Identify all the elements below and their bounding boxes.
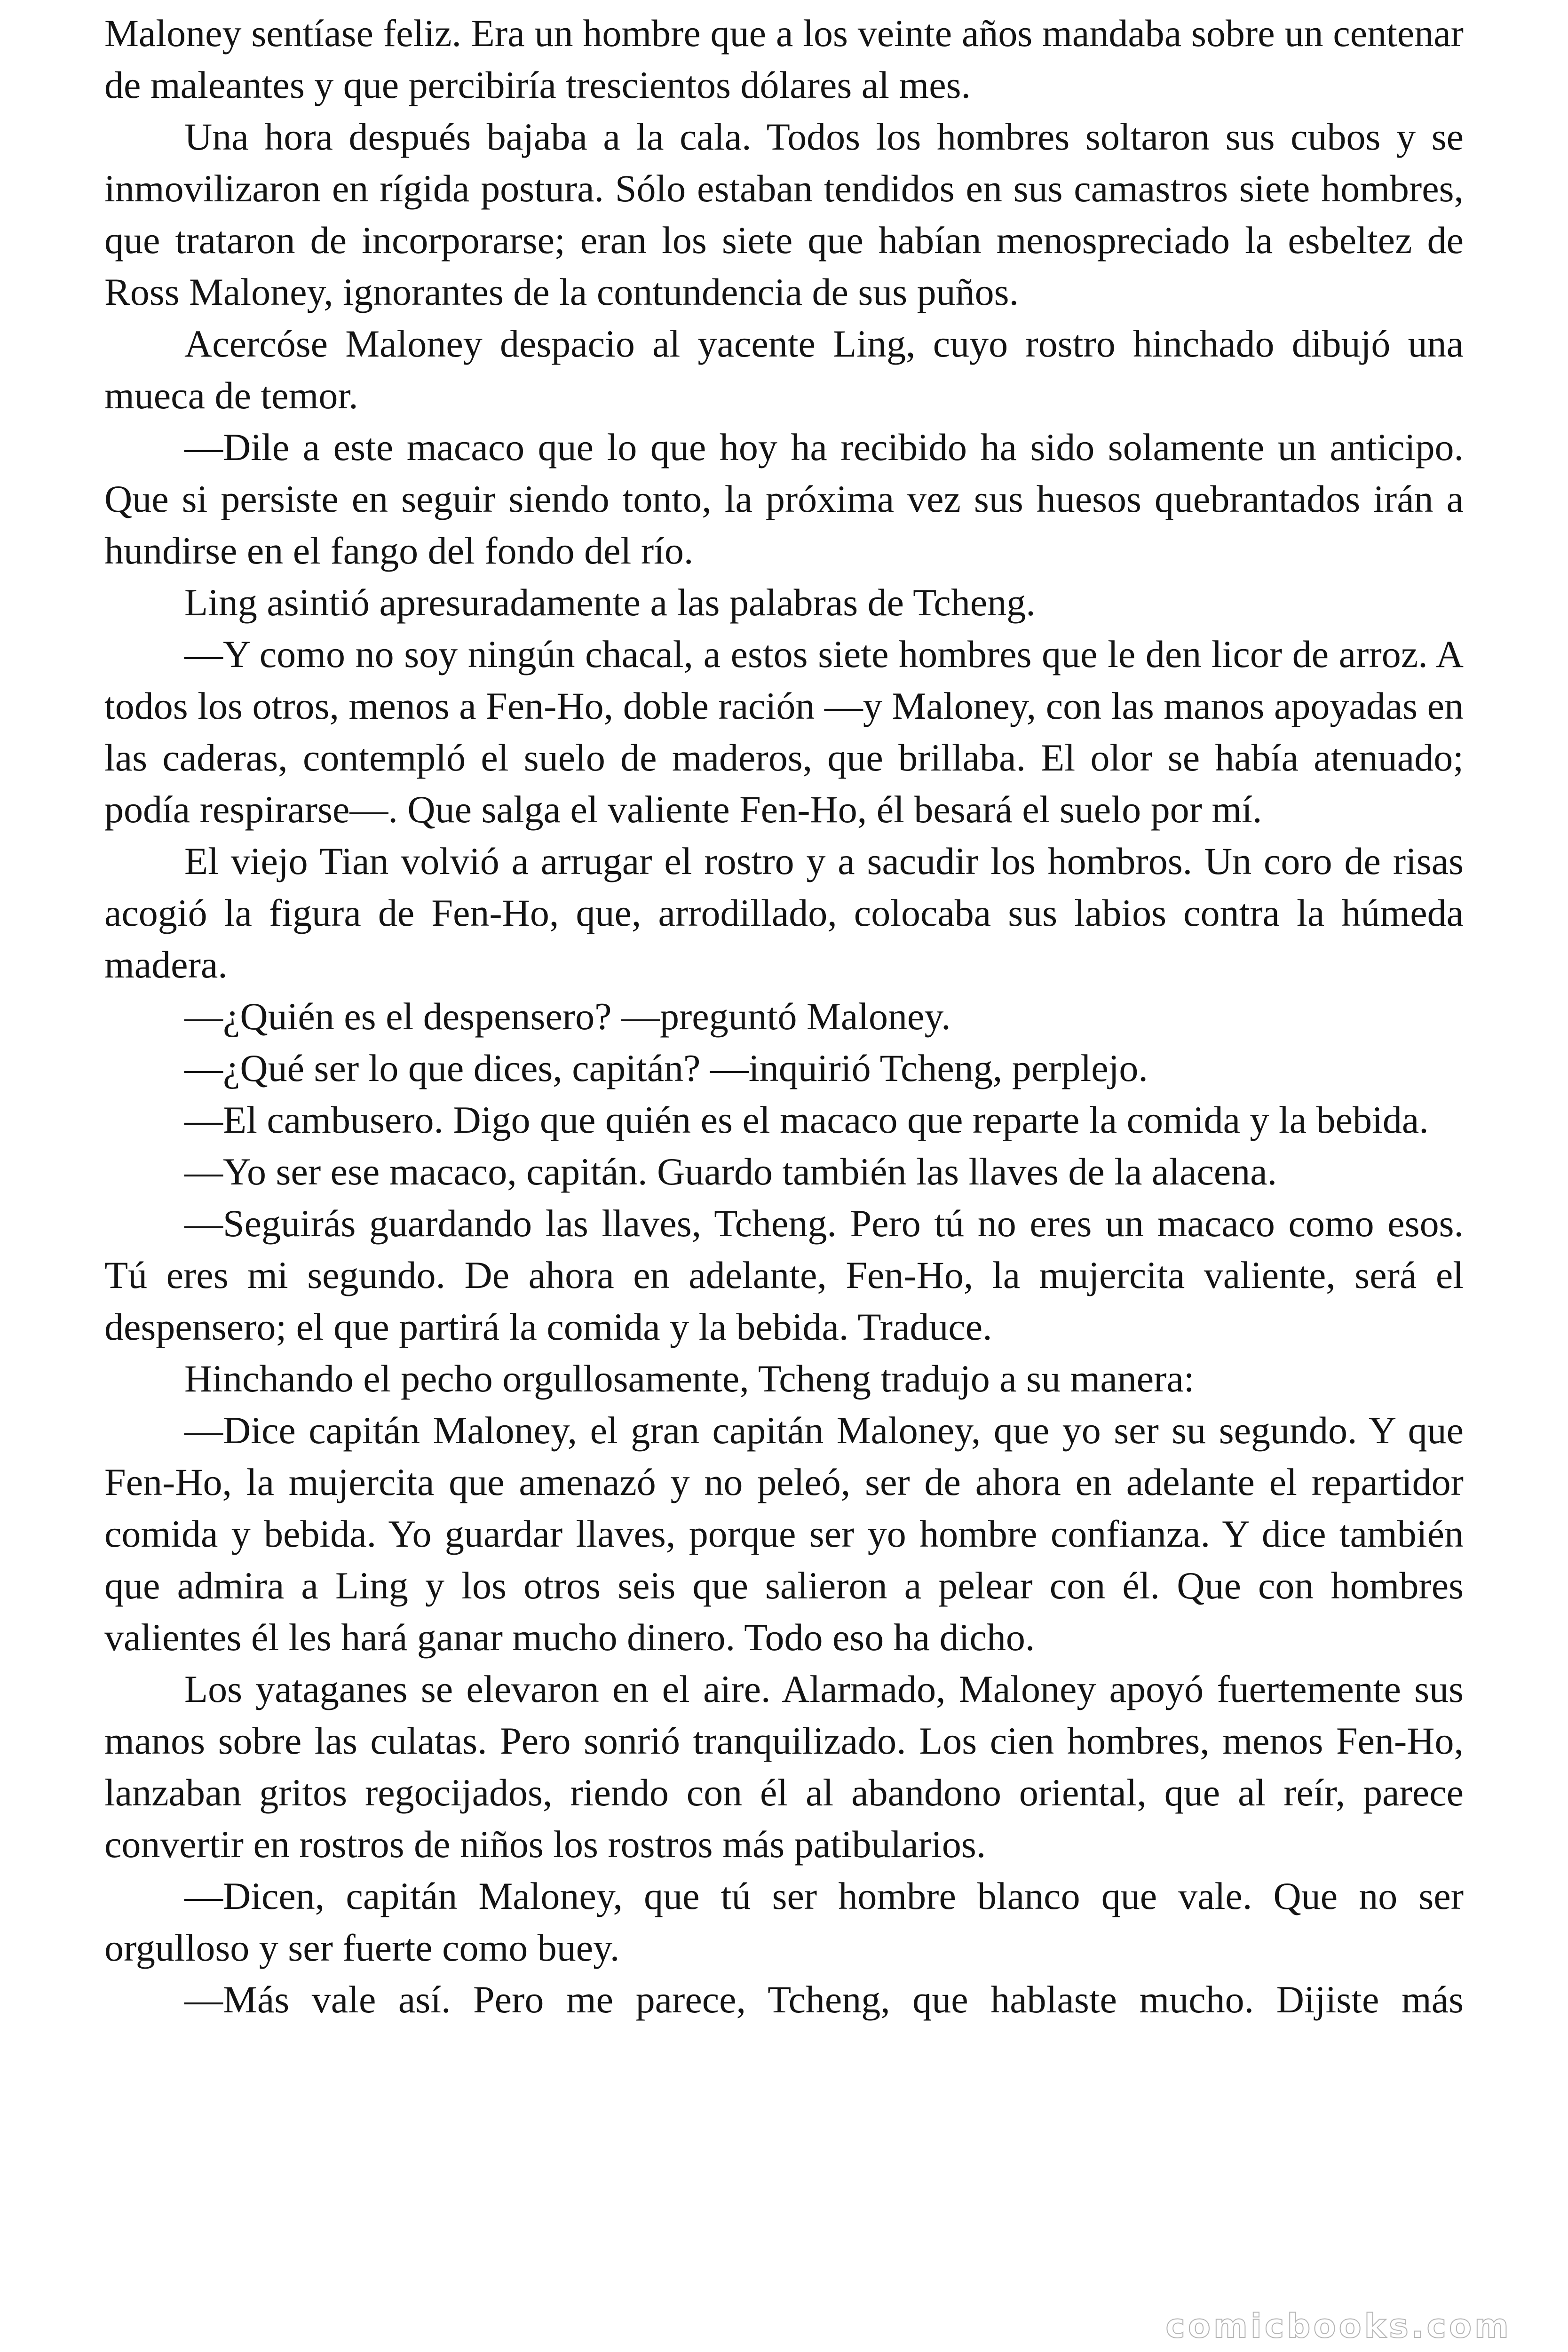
paragraph-6: —Y como no soy ningún chacal, a estos siete hombres que le den licor de arroz. A todos los otros, menos a Fen-Ho, doble ración —y Maloney, con las manos apoyadas en las caderas, contempló el suelo de maderos, que brillaba. El olor se había atenuado; podía respirarse—. Que salga el valiente Fen-Ho, él besará el suelo por mí. [104, 633, 1464, 831]
paragraph-12: —Seguirás guardando las llaves, Tcheng. Pero tú no eres un macaco como esos. Tú eres mi segundo. De ahora en adelante, Fen-Ho, la mujercita valiente, será el despensero; el que partirá la comida y la bebida. Traduce. [104, 1202, 1464, 1348]
paragraph-5: Ling asintió apresuradamente a las palabras de Tcheng. [184, 581, 1036, 624]
paragraph-1: Maloney sentíase feliz. Era un hombre que a los veinte años mandaba sobre un centenar de maleantes y que percibiría trescientos dólares al mes. [104, 12, 1464, 106]
paragraph-15: Los yataganes se elevaron en el aire. Alarmado, Maloney apoyó fuertemente sus manos sobre las culatas. Pero sonrió tranquilizado. Los cien hombres, menos Fen-Ho, lanzaban gritos regocijados, riendo con él al abandono oriental, que al reír, parece convertir en rostros de niños los rostros más patibularios. [104, 1668, 1464, 1866]
paragraph-16: —Dicen, capitán Maloney, que tú ser hombre blanco que vale. Que no ser orgulloso y ser fuerte como buey. [104, 1875, 1464, 1969]
paragraph-17: —Más vale así. Pero me parece, Tcheng, que hablaste mucho. Dijiste más [184, 1978, 1464, 2021]
watermark-text: comicbooks.com [1165, 2307, 1512, 2345]
paragraph-2: Una hora después bajaba a la cala. Todos los hombres soltaron sus cubos y se inmovilizaron en rígida postura. Sólo estaban tendidos en sus camastros siete hombres, que trataron de incorporarse; eran los siete que habían menospreciado la esbeltez de Ross Maloney, ignorantes de la contundencia de sus puños. [104, 115, 1464, 313]
paragraph-14: —Dice capitán Maloney, el gran capitán Maloney, que yo ser su segundo. Y que Fen-Ho, la mujercita que amenazó y no peleó, ser de ahora en adelante el repartidor comida y bebida. Yo guardar llaves, porque ser yo hombre confianza. Y dice también que admira a Ling y los otros seis que salieron a pelear con él. Que con hombres valientes él les hará ganar mucho dinero. Todo eso ha dicho. [104, 1409, 1464, 1659]
paragraph-4: —Dile a este macaco que lo que hoy ha recibido ha sido solamente un anticipo. Que si persiste en seguir siendo tonto, la próxima vez sus huesos quebrantados irán a hundirse en el fango del fondo del río. [104, 426, 1464, 572]
paragraph-8: —¿Quién es el despensero? —preguntó Maloney. [184, 995, 951, 1038]
paragraph-10: —El cambusero. Digo que quién es el macaco que reparte la comida y la bebida. [184, 1098, 1429, 1141]
paragraph-3: Acercóse Maloney despacio al yacente Ling, cuyo rostro hinchado dibujó una mueca de temor. [104, 322, 1464, 417]
page-body [104, 8, 1464, 2026]
paragraph-9: —¿Qué ser lo que dices, capitán? —inquirió Tcheng, perplejo. [184, 1047, 1148, 1089]
paragraph-11: —Yo ser ese macaco, capitán. Guardo también las llaves de la alacena. [184, 1150, 1277, 1193]
paragraph-7: El viejo Tian volvió a arrugar el rostro y a sacudir los hombros. Un coro de risas acogió la figura de Fen-Ho, que, arrodillado, colocaba sus labios contra la húmeda madera. [104, 840, 1464, 986]
paragraph-13: Hinchando el pecho orgullosamente, Tcheng tradujo a su manera: [184, 1357, 1195, 1400]
